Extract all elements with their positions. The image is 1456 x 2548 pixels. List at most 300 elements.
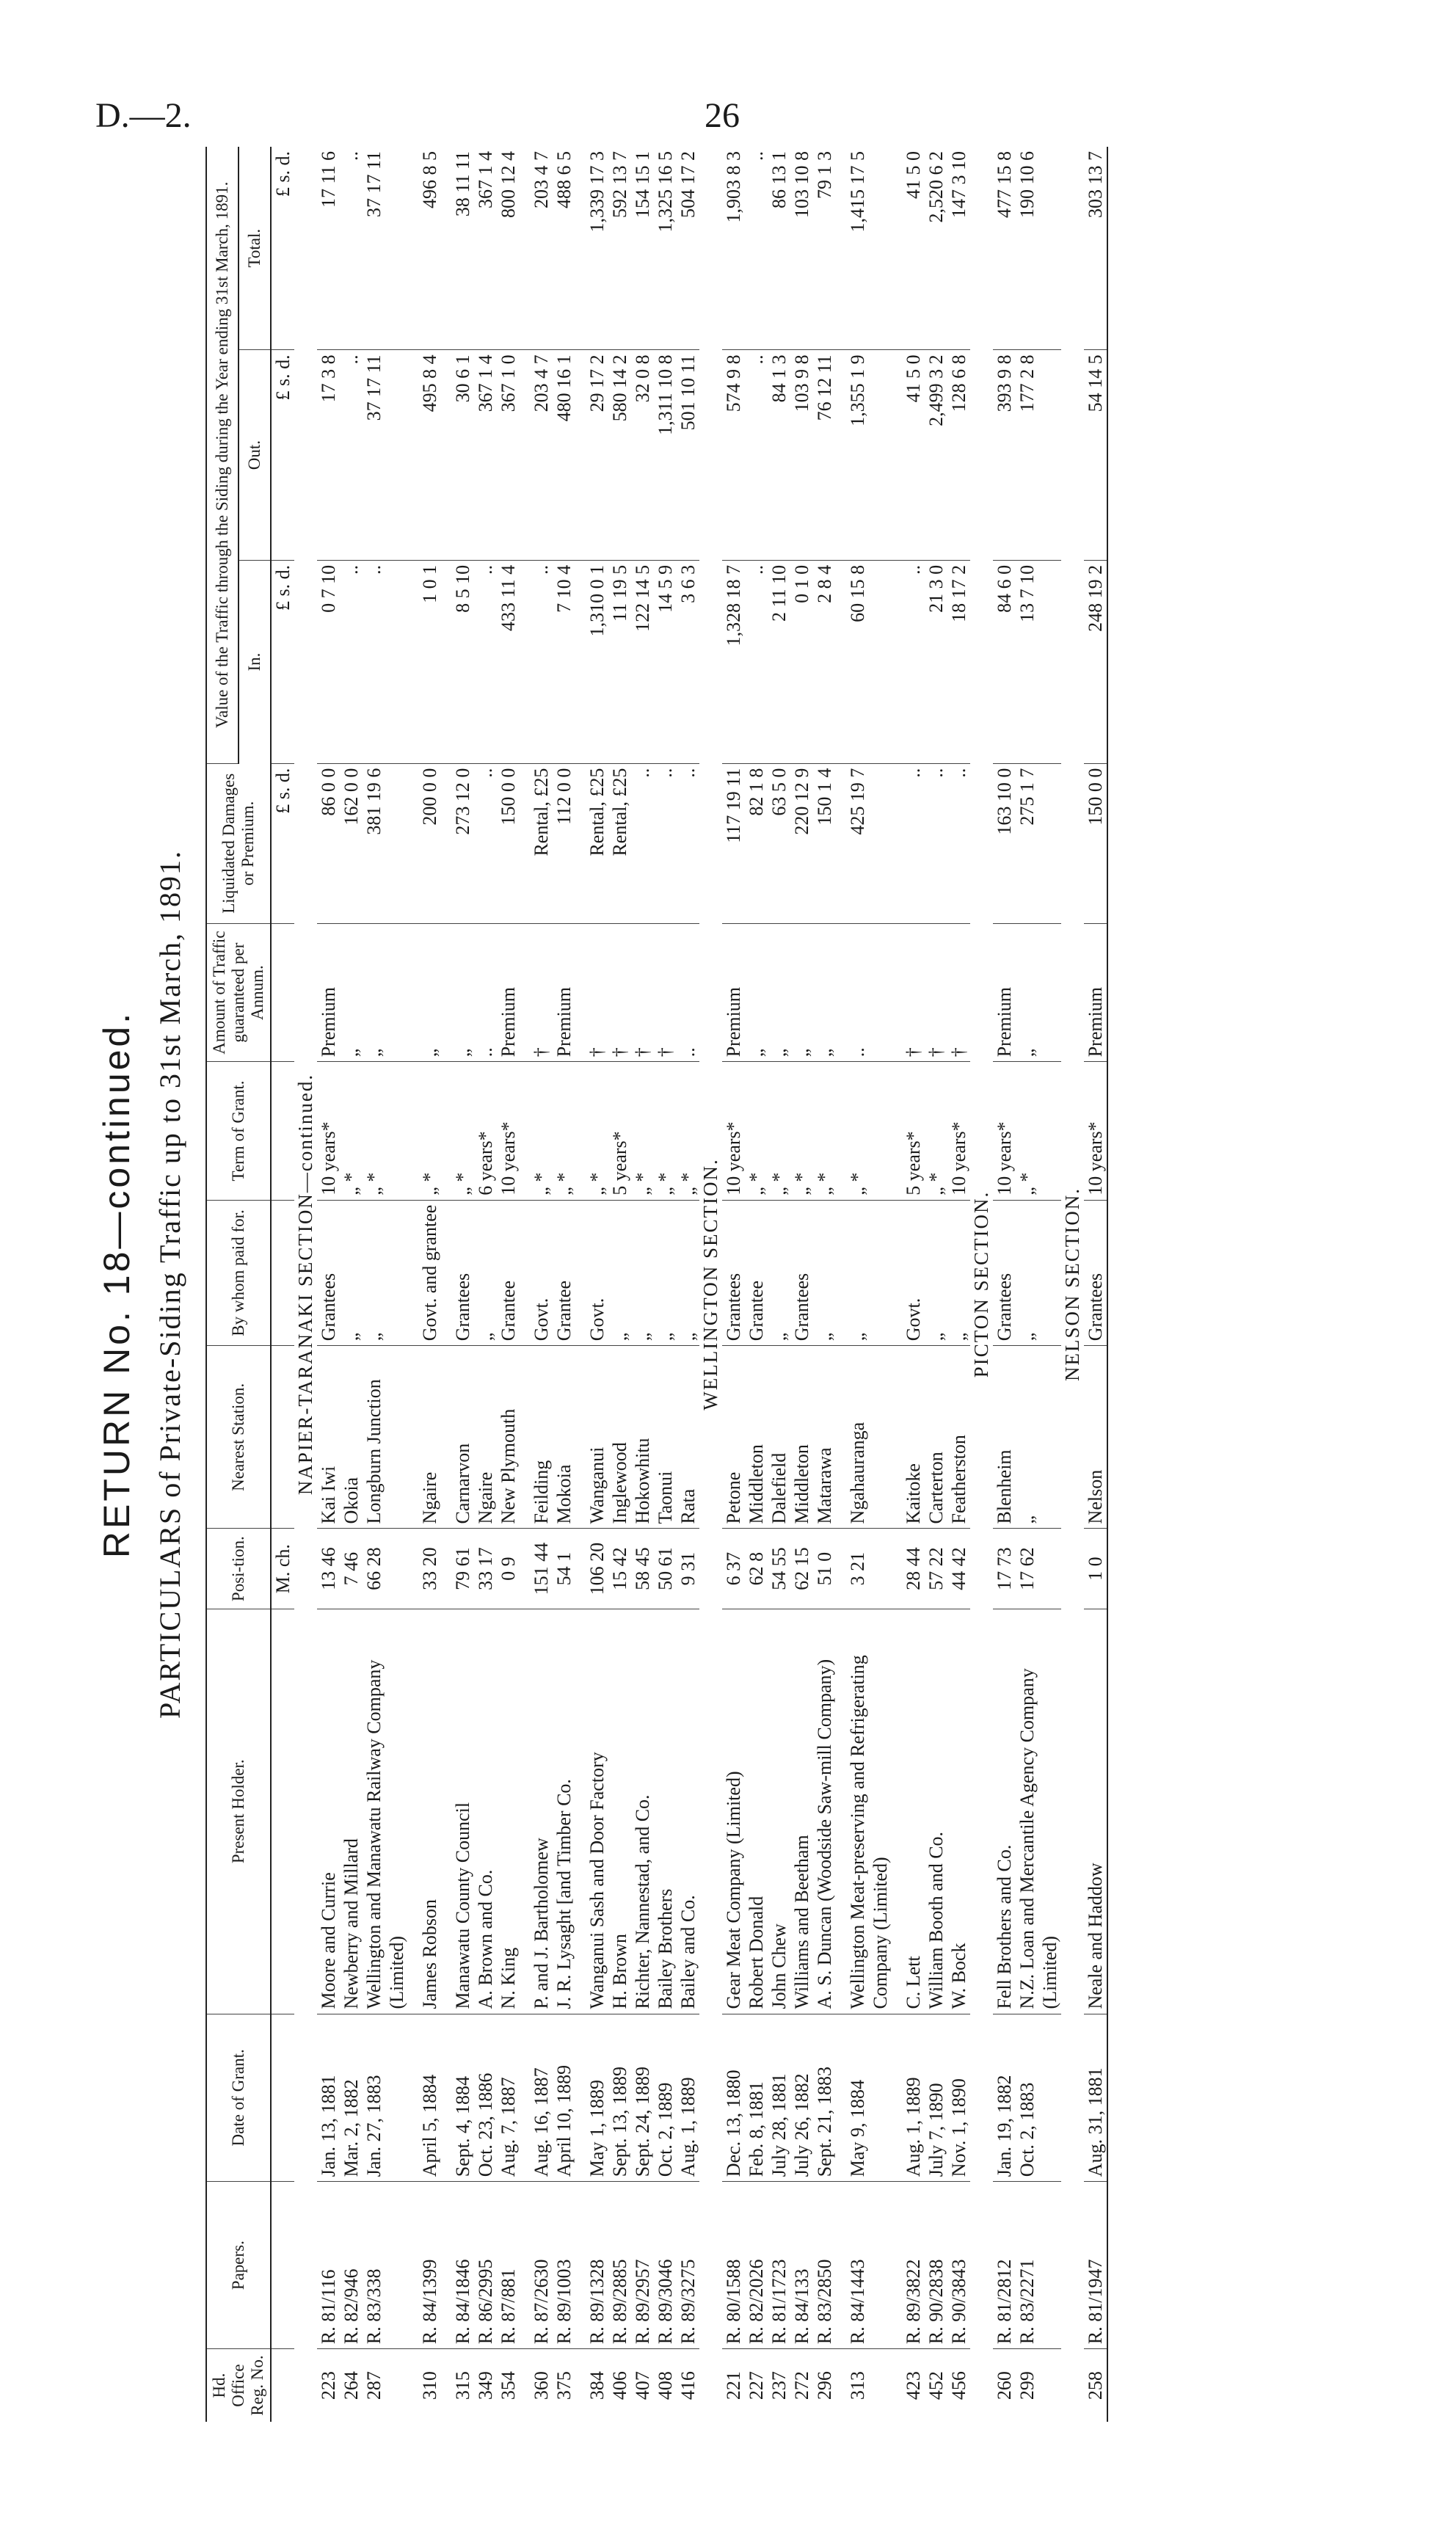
value-out-cell: 41 5 0 — [902, 350, 925, 561]
nearest-station-cell: Rata — [677, 1346, 699, 1529]
value-out-cell: 37 17 11 — [363, 350, 408, 561]
liquidated-damages-cell: 86 0 0 — [317, 763, 340, 923]
position-cell: 3 21 — [846, 1529, 892, 1609]
table-row — [745, 147, 768, 2422]
value-in-cell: 13 7 10 — [1016, 560, 1061, 763]
position-cell: 57 22 — [925, 1529, 947, 1609]
present-holder-cell: Fell Brothers and Co. — [993, 1609, 1016, 2014]
value-in-cell: 433 11 4 — [497, 560, 520, 763]
paid-by-cell: Govt. — [530, 1200, 553, 1346]
present-holder-cell: Wellington Meat-preserving and Refrigerating Company (Limited) — [846, 1609, 892, 2014]
table-row — [451, 147, 474, 2422]
papers-cell: R. 81/116 — [317, 2182, 340, 2349]
date-of-grant-cell: Oct. 2, 1889 — [654, 2014, 677, 2182]
liquidated-damages-cell: 162 0 0 — [340, 763, 363, 923]
present-holder-cell: Neale and Haddow — [1084, 1609, 1107, 2014]
liquidated-damages-cell: 220 12 9 — [790, 763, 813, 923]
paid-by-cell: „ — [631, 1200, 654, 1346]
date-of-grant-cell: July 7, 1890 — [925, 2014, 947, 2182]
value-out-cell: 367 1 4 — [474, 350, 497, 561]
present-holder-cell: N. King — [497, 1609, 520, 2014]
liquidated-damages-cell: 117 19 11 — [722, 763, 745, 923]
amount-guaranteed-cell: .. — [677, 923, 699, 1061]
value-out-cell: 103 9 8 — [790, 350, 813, 561]
term-of-grant-cell: „ * — [340, 1062, 363, 1200]
table-row — [1016, 147, 1061, 2422]
amount-guaranteed-cell: „ — [418, 923, 441, 1061]
reg-no-cell: 456 — [948, 2371, 969, 2400]
present-holder-cell: John Chew — [768, 1609, 790, 2014]
present-holder-cell: Wanganui Sash and Door Factory — [586, 1609, 608, 2014]
value-in-cell: 0 1 0 — [790, 560, 813, 763]
table-row — [813, 147, 836, 2422]
out-units: £ s. d. — [271, 350, 294, 561]
page-header — [0, 0, 1456, 147]
value-in-cell: 1 0 1 — [418, 560, 441, 763]
amount-guaranteed-cell: † — [902, 923, 925, 1061]
col-term-header: Term of Grant. — [206, 1062, 271, 1200]
amount-guaranteed-cell: .. — [474, 923, 497, 1061]
reg-no-cell: 408 — [655, 2371, 676, 2400]
reg-no-cell: 360 — [531, 2371, 552, 2400]
present-holder-cell: Manawatu County Council — [451, 1609, 474, 2014]
reg-no-cell: 272 — [791, 2371, 812, 2400]
nearest-station-cell: Hokowhitu — [631, 1346, 654, 1529]
position-units: M. ch. — [271, 1529, 294, 1609]
present-holder-cell: Moore and Currie — [317, 1609, 340, 2014]
value-in-cell: 11 19 5 — [608, 560, 631, 763]
table-body — [271, 147, 1107, 2422]
reg-no-cell: 349 — [475, 2371, 496, 2400]
papers-cell: R. 83/2271 — [1016, 2182, 1061, 2349]
position-cell: 151 44 — [530, 1529, 553, 1609]
term-of-grant-cell: „ * — [813, 1062, 836, 1200]
group-spacer — [836, 147, 846, 2422]
nearest-station-cell: Blenheim — [993, 1346, 1016, 1529]
table-row — [317, 147, 340, 2422]
position-cell: 44 42 — [947, 1529, 970, 1609]
table-row — [846, 147, 892, 2422]
value-total-cell: 1,415 17 5 — [846, 147, 892, 350]
present-holder-cell: Gear Meat Company (Limited) — [722, 1609, 745, 2014]
amount-guaranteed-cell: „ — [790, 923, 813, 1061]
value-out-cell: 1,355 1 9 — [846, 350, 892, 561]
value-out-cell: 580 14 2 — [608, 350, 631, 561]
term-of-grant-cell: „ * — [768, 1062, 790, 1200]
value-out-cell: 84 1 3 — [768, 350, 790, 561]
rotated-return-table — [95, 147, 1402, 2422]
date-of-grant-cell: July 26, 1882 — [790, 2014, 813, 2182]
table-row — [947, 147, 970, 2422]
value-out-cell: 177 2 8 — [1016, 350, 1061, 561]
amount-guaranteed-cell: Premium — [722, 923, 745, 1061]
value-in-cell: .. — [340, 560, 363, 763]
papers-cell: R. 84/1399 — [418, 2182, 441, 2349]
liquidated-damages-cell: Rental, £25 — [586, 763, 608, 923]
value-in-cell: 60 15 8 — [846, 560, 892, 763]
term-of-grant-cell: 10 years* — [1084, 1062, 1107, 1200]
date-of-grant-cell: July 28, 1881 — [768, 2014, 790, 2182]
value-total-cell: 38 11 11 — [451, 147, 474, 350]
value-out-cell: 32 0 8 — [631, 350, 654, 561]
term-of-grant-cell: „ * — [631, 1062, 654, 1200]
liquidated-damages-cell: .. — [902, 763, 925, 923]
table-row — [497, 147, 520, 2422]
liquidated-damages-cell: Rental, £25 — [530, 763, 553, 923]
nearest-station-cell: Okoia — [340, 1346, 363, 1529]
col-amount-header: Amount of Traffic guaranteed per Annum. — [206, 923, 271, 1061]
table-row — [677, 147, 699, 2422]
date-of-grant-cell: April 5, 1884 — [418, 2014, 441, 2182]
term-of-grant-cell: „ * — [553, 1062, 575, 1200]
table-row — [553, 147, 575, 2422]
value-total-cell: 41 5 0 — [902, 147, 925, 350]
present-holder-cell: Richter, Nannestad, and Co. — [631, 1609, 654, 2014]
value-in-cell: 7 10 4 — [553, 560, 575, 763]
present-holder-cell: P. and J. Bartholomew — [530, 1609, 553, 2014]
papers-cell: R. 89/3822 — [902, 2182, 925, 2349]
value-in-cell: 122 14 5 — [631, 560, 654, 763]
papers-cell: R. 83/2850 — [813, 2182, 836, 2349]
amount-guaranteed-cell: „ — [768, 923, 790, 1061]
papers-cell: R. 90/2838 — [925, 2182, 947, 2349]
value-in-cell: 2 11 10 — [768, 560, 790, 763]
page-number: 26 — [705, 96, 740, 135]
term-of-grant-cell: „ * — [654, 1062, 677, 1200]
papers-cell: R. 89/1003 — [553, 2182, 575, 2349]
value-out-cell: 29 17 2 — [586, 350, 608, 561]
nearest-station-cell: Longburn Junction — [363, 1346, 408, 1529]
col-value-group-header: Value of the Traffic through the Siding during the Year ending 31st March, 1891. — [206, 147, 239, 763]
date-of-grant-cell: Oct. 23, 1886 — [474, 2014, 497, 2182]
value-total-cell: 504 17 2 — [677, 147, 699, 350]
date-of-grant-cell: April 10, 1889 — [553, 2014, 575, 2182]
value-total-cell: 103 10 8 — [790, 147, 813, 350]
term-of-grant-cell: „ * — [790, 1062, 813, 1200]
papers-cell: R. 89/3275 — [677, 2182, 699, 2349]
value-out-cell: .. — [745, 350, 768, 561]
paid-by-cell: Govt. — [586, 1200, 608, 1346]
value-out-cell: 393 9 8 — [993, 350, 1016, 561]
value-total-cell: 800 12 4 — [497, 147, 520, 350]
term-of-grant-cell: 10 years* — [947, 1062, 970, 1200]
reg-no-cell: 260 — [994, 2371, 1015, 2400]
amount-guaranteed-cell: „ — [363, 923, 408, 1061]
papers-cell: R. 89/3046 — [654, 2182, 677, 2349]
position-cell: 7 46 — [340, 1529, 363, 1609]
term-of-grant-cell: 10 years* — [317, 1062, 340, 1200]
amount-guaranteed-cell: „ — [1016, 923, 1061, 1061]
value-total-cell: 1,339 17 3 — [586, 147, 608, 350]
liquidated-damages-cell: 200 0 0 — [418, 763, 441, 923]
value-total-cell: 1,903 8 3 — [722, 147, 745, 350]
paid-by-cell: Grantees — [317, 1200, 340, 1346]
table-row — [722, 147, 745, 2422]
paid-by-cell: Grantees — [451, 1200, 474, 1346]
nearest-station-cell: Mokoia — [553, 1346, 575, 1529]
amount-guaranteed-cell: Premium — [497, 923, 520, 1061]
nearest-station-cell: Carterton — [925, 1346, 947, 1529]
col-total-header: Total. — [239, 147, 271, 350]
nearest-station-cell: Kaitoke — [902, 1346, 925, 1529]
liquidated-damages-cell: .. — [677, 763, 699, 923]
papers-cell: R. 84/133 — [790, 2182, 813, 2349]
reg-no-cell: 227 — [746, 2371, 767, 2400]
value-total-cell: 477 15 8 — [993, 147, 1016, 350]
table-row — [340, 147, 363, 2422]
value-in-cell: .. — [363, 560, 408, 763]
position-cell: 62 8 — [745, 1529, 768, 1609]
paid-by-cell: „ — [608, 1200, 631, 1346]
date-of-grant-cell: May 1, 1889 — [586, 2014, 608, 2182]
papers-cell: R. 81/1723 — [768, 2182, 790, 2349]
amount-guaranteed-cell: † — [947, 923, 970, 1061]
liquidated-damages-cell: 150 0 0 — [1084, 763, 1107, 923]
nearest-station-cell: Featherston — [947, 1346, 970, 1529]
nearest-station-cell: Middleton — [745, 1346, 768, 1529]
present-holder-cell: Wellington and Manawatu Railway Company (Limited) — [363, 1609, 408, 2014]
term-of-grant-cell: 10 years* — [722, 1062, 745, 1200]
term-of-grant-cell: 10 years* — [993, 1062, 1016, 1200]
amount-guaranteed-cell: † — [654, 923, 677, 1061]
col-papers-header: Papers. — [206, 2182, 271, 2349]
value-in-cell: 1,310 0 1 — [586, 560, 608, 763]
table-row — [608, 147, 631, 2422]
reg-no-cell: 406 — [609, 2371, 630, 2400]
term-of-grant-cell: 10 years* — [497, 1062, 520, 1200]
present-holder-cell: J. R. Lysaght [and Timber Co. — [553, 1609, 575, 2014]
present-holder-cell: Williams and Beetham — [790, 1609, 813, 2014]
liquidated-damages-cell: 150 1 4 — [813, 763, 836, 923]
papers-cell: R. 81/1947 — [1084, 2182, 1107, 2349]
section-heading: NELSON SECTION. — [1061, 1187, 1083, 1381]
col-holder-header: Present Holder. — [206, 1609, 271, 2014]
position-cell: 13 46 — [317, 1529, 340, 1609]
papers-cell: R. 83/338 — [363, 2182, 408, 2349]
nearest-station-cell: Kai Iwi — [317, 1346, 340, 1529]
date-of-grant-cell: Aug. 31, 1881 — [1084, 2014, 1107, 2182]
amount-guaranteed-cell: .. — [846, 923, 892, 1061]
papers-cell: R. 86/2995 — [474, 2182, 497, 2349]
value-total-cell: 79 1 3 — [813, 147, 836, 350]
in-units: £ s. d. — [271, 560, 294, 763]
term-of-grant-cell: „ * — [677, 1062, 699, 1200]
reg-no-cell: 375 — [553, 2371, 575, 2400]
table-row — [586, 147, 608, 2422]
value-in-cell: 8 5 10 — [451, 560, 474, 763]
value-total-cell: 488 6 5 — [553, 147, 575, 350]
papers-cell: R. 87/881 — [497, 2182, 520, 2349]
reg-no-cell: 237 — [768, 2371, 790, 2400]
term-of-grant-cell: 5 years* — [902, 1062, 925, 1200]
position-cell: 54 1 — [553, 1529, 575, 1609]
value-out-cell: 495 8 4 — [418, 350, 441, 561]
reg-no-cell: 423 — [903, 2371, 924, 2400]
date-of-grant-cell: Aug. 1, 1889 — [902, 2014, 925, 2182]
date-of-grant-cell: Aug. 7, 1887 — [497, 2014, 520, 2182]
section-heading: PICTON SECTION. — [970, 1190, 992, 1378]
col-date-header: Date of Grant. — [206, 2014, 271, 2182]
position-cell: 9 31 — [677, 1529, 699, 1609]
position-cell: 62 15 — [790, 1529, 813, 1609]
liquidated-damages-cell: 381 19 6 — [363, 763, 408, 923]
value-out-cell: 501 10 11 — [677, 350, 699, 561]
return-title: RETURN No. 18—continued. — [96, 1010, 137, 1559]
position-cell: 1 0 — [1084, 1529, 1107, 1609]
amount-guaranteed-cell: † — [530, 923, 553, 1061]
liquidated-damages-cell: 63 5 0 — [768, 763, 790, 923]
paid-by-cell: „ — [1016, 1200, 1061, 1346]
term-of-grant-cell: „ * — [451, 1062, 474, 1200]
table-row — [631, 147, 654, 2422]
value-in-cell: .. — [902, 560, 925, 763]
present-holder-cell: Bailey and Co. — [677, 1609, 699, 2014]
table-row — [654, 147, 677, 2422]
paid-by-cell: „ — [846, 1200, 892, 1346]
table-row — [993, 147, 1016, 2422]
liquidated-damages-cell: 163 10 0 — [993, 763, 1016, 923]
value-total-cell: 1,325 16 5 — [654, 147, 677, 350]
present-holder-cell: H. Brown — [608, 1609, 631, 2014]
amount-guaranteed-cell: † — [608, 923, 631, 1061]
header-row-1 — [206, 147, 239, 2422]
papers-cell: R. 82/2026 — [745, 2182, 768, 2349]
position-cell: 51 0 — [813, 1529, 836, 1609]
paid-by-cell: Grantee — [497, 1200, 520, 1346]
amount-guaranteed-cell: „ — [745, 923, 768, 1061]
papers-cell: R. 82/946 — [340, 2182, 363, 2349]
paid-by-cell: Grantees — [722, 1200, 745, 1346]
paid-by-cell: „ — [947, 1200, 970, 1346]
value-total-cell: .. — [340, 147, 363, 350]
nearest-station-cell: Taonui — [654, 1346, 677, 1529]
value-out-cell: 2,499 3 2 — [925, 350, 947, 561]
value-in-cell: 0 7 10 — [317, 560, 340, 763]
liquidated-damages-cell: Rental, £25 — [608, 763, 631, 923]
date-of-grant-cell: Mar. 2, 1882 — [340, 2014, 363, 2182]
reg-no-cell: 313 — [847, 2371, 868, 2400]
paid-by-cell: Govt. — [902, 1200, 925, 1346]
amount-guaranteed-cell: † — [631, 923, 654, 1061]
position-cell: 0 9 — [497, 1529, 520, 1609]
liquidated-damages-cell: .. — [474, 763, 497, 923]
papers-cell: R. 87/2630 — [530, 2182, 553, 2349]
reg-no-cell: 407 — [632, 2371, 653, 2400]
present-holder-cell: A. S. Duncan (Woodside Saw-mill Company) — [813, 1609, 836, 2014]
term-of-grant-cell: „ * — [586, 1062, 608, 1200]
position-cell: 28 44 — [902, 1529, 925, 1609]
reg-no-cell: 310 — [419, 2371, 440, 2400]
value-in-cell: 248 19 2 — [1084, 560, 1107, 763]
term-of-grant-cell: „ * — [1016, 1062, 1061, 1200]
paid-by-cell: „ — [340, 1200, 363, 1346]
table-row — [363, 147, 408, 2422]
nearest-station-cell: Nelson — [1084, 1346, 1107, 1529]
position-cell: 33 20 — [418, 1529, 441, 1609]
date-of-grant-cell: Sept. 13, 1889 — [608, 2014, 631, 2182]
units-row — [271, 147, 294, 2422]
paid-by-cell: „ — [813, 1200, 836, 1346]
table-row — [530, 147, 553, 2422]
value-in-cell: 21 3 0 — [925, 560, 947, 763]
value-out-cell: 203 4 7 — [530, 350, 553, 561]
term-of-grant-cell: „ * — [846, 1062, 892, 1200]
value-out-cell: 76 12 11 — [813, 350, 836, 561]
present-holder-cell: Bailey Brothers — [654, 1609, 677, 2014]
amount-guaranteed-cell: † — [586, 923, 608, 1061]
nearest-station-cell: Feilding — [530, 1346, 553, 1529]
paid-by-cell: „ — [654, 1200, 677, 1346]
position-cell: 54 55 — [768, 1529, 790, 1609]
table-row — [790, 147, 813, 2422]
date-of-grant-cell: Jan. 19, 1882 — [993, 2014, 1016, 2182]
papers-cell: R. 89/1328 — [586, 2182, 608, 2349]
papers-cell: R. 89/2885 — [608, 2182, 631, 2349]
date-of-grant-cell: Aug. 16, 1887 — [530, 2014, 553, 2182]
value-total-cell: 2,520 6 2 — [925, 147, 947, 350]
term-of-grant-cell: „ * — [363, 1062, 408, 1200]
position-cell: 66 28 — [363, 1529, 408, 1609]
paid-by-cell: „ — [925, 1200, 947, 1346]
value-in-cell: .. — [474, 560, 497, 763]
paid-by-cell: Grantee — [745, 1200, 768, 1346]
nearest-station-cell: Dalefield — [768, 1346, 790, 1529]
paid-by-cell: Grantee — [553, 1200, 575, 1346]
liquidated-damages-cell: 82 1 8 — [745, 763, 768, 923]
col-liquidated-header: Liquidated Damages or Premium. — [206, 763, 271, 923]
value-out-cell: 1,311 10 8 — [654, 350, 677, 561]
papers-cell: R. 89/2957 — [631, 2182, 654, 2349]
reg-no-cell: 223 — [318, 2371, 339, 2400]
nearest-station-cell: Inglewood — [608, 1346, 631, 1529]
term-of-grant-cell: „ * — [925, 1062, 947, 1200]
value-total-cell: 154 15 1 — [631, 147, 654, 350]
col-station-header: Nearest Station. — [206, 1346, 271, 1529]
document-reference: D.—2. — [95, 96, 192, 135]
position-cell: 50 61 — [654, 1529, 677, 1609]
private-siding-table — [205, 147, 1108, 2422]
reg-no-cell: 296 — [814, 2371, 835, 2400]
group-spacer — [441, 147, 451, 2422]
liquidated-damages-cell: .. — [631, 763, 654, 923]
date-of-grant-cell: Sept. 24, 1889 — [631, 2014, 654, 2182]
paid-by-cell: Grantees — [790, 1200, 813, 1346]
section-heading-row — [294, 147, 317, 2422]
reg-no-cell: 416 — [677, 2371, 699, 2400]
papers-cell: R. 90/3843 — [947, 2182, 970, 2349]
term-of-grant-cell: 5 years* — [608, 1062, 631, 1200]
value-in-cell: 18 17 2 — [947, 560, 970, 763]
section-heading: NAPIER-TARANAKI SECTION—continued. — [294, 1073, 316, 1496]
position-cell: 58 45 — [631, 1529, 654, 1609]
value-out-cell: 480 16 1 — [553, 350, 575, 561]
nearest-station-cell: Ngaire — [474, 1346, 497, 1529]
reg-no-cell: 264 — [341, 2371, 362, 2400]
section-heading: WELLINGTON SECTION. — [699, 1158, 721, 1410]
reg-no-cell: 315 — [452, 2371, 473, 2400]
papers-cell: R. 84/1846 — [451, 2182, 474, 2349]
table-row — [768, 147, 790, 2422]
term-of-grant-cell: „ * — [745, 1062, 768, 1200]
col-reg-header: Hd. Office Reg. No. — [206, 2349, 271, 2422]
reg-no-cell: 452 — [925, 2371, 947, 2400]
value-total-cell: 203 4 7 — [530, 147, 553, 350]
group-spacer — [408, 147, 418, 2422]
liquidated-damages-cell: .. — [925, 763, 947, 923]
date-of-grant-cell: Jan. 13, 1881 — [317, 2014, 340, 2182]
section-heading-row — [970, 147, 993, 2422]
date-of-grant-cell: Nov. 1, 1890 — [947, 2014, 970, 2182]
